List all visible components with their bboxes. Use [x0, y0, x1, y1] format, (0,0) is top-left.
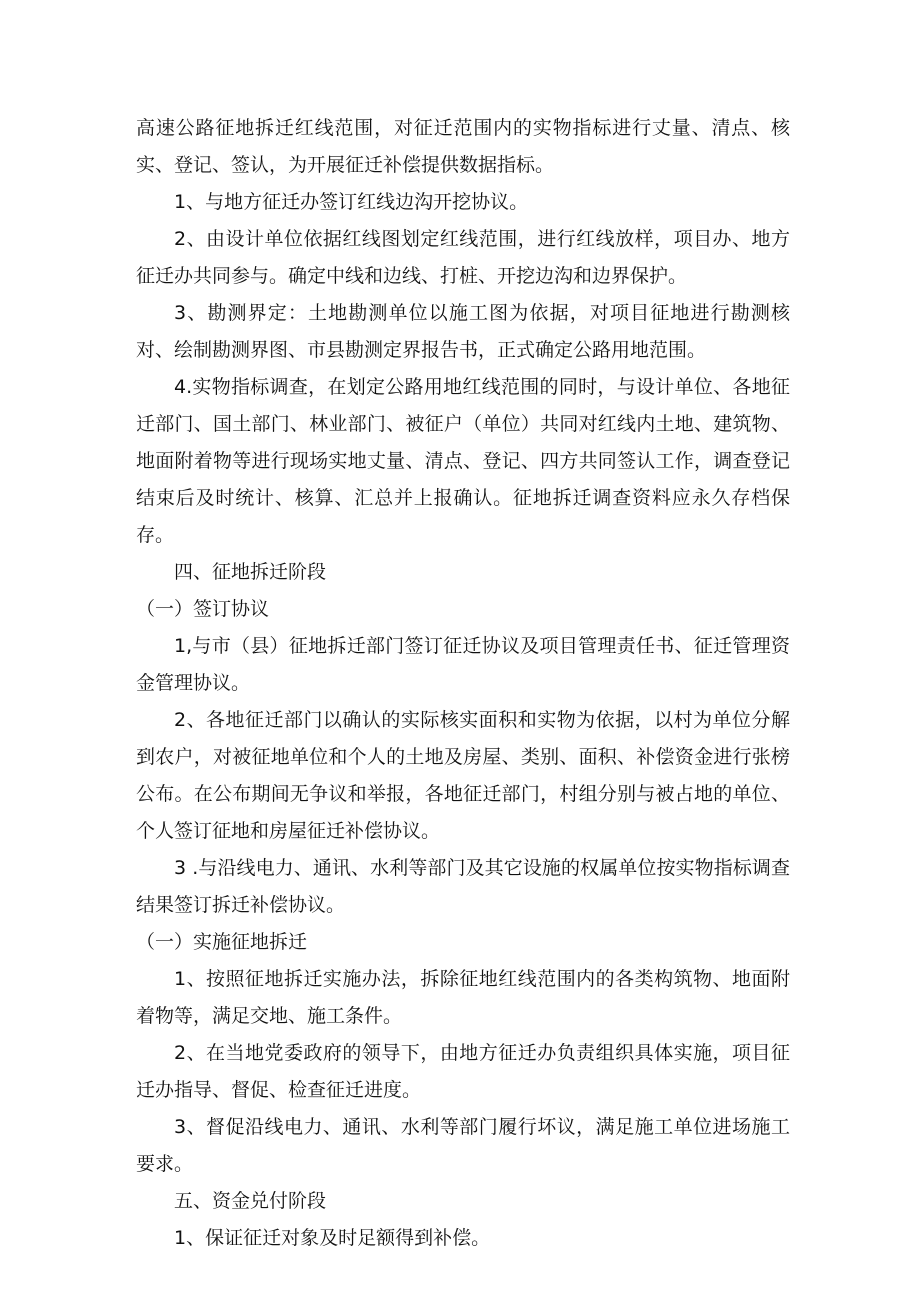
section-heading: 四、征地拆迁阶段	[174, 561, 327, 583]
subsection-heading: （一）签订协议	[136, 598, 270, 620]
paragraph-item: 3、勘测界定：土地勘测单位以施工图为依据，对项目征地进行勘测核对、绘制勘测界图、市县勘测定界报告书，正式确定公路用地范围。	[136, 302, 790, 361]
paragraph-item: 3 .与沿线电力、通讯、水利等部门及其它设施的权属单位按实物指标调查结果签订拆迁补偿协议。	[136, 857, 790, 916]
paragraph-item: 2、各地征迁部门以确认的实际核实面积和实物为依据，以村为单位分解到农户，对被征地单位和个人的土地及房屋、类别、面积、补偿资金进行张榜公布。在公布期间无争议和举报，各地征迁部门，村组分别与被占地的单位、个人签订征地和房屋征迁补偿协议。	[136, 709, 790, 842]
section-heading: 五、资金兑付阶段	[174, 1190, 327, 1212]
paragraph-item: 2、在当地党委政府的领导下，由地方征迁办负责组织具体实施，项目征迁办指导、督促、检查征迁进度。	[136, 1042, 790, 1101]
document-body	[136, 110, 790, 1257]
paragraph-item: 1、与地方征迁办签订红线边沟开挖协议。	[174, 191, 529, 213]
paragraph-item: 3、督促沿线电力、通讯、水利等部门履行坏议，满足施工单位进场施工要求。	[136, 1116, 790, 1175]
paragraph-item: 2、由设计单位依据红线图划定红线范围，进行红线放样，项目办、地方征迁办共同参与。确定中线和边线、打桩、开挖边沟和边界保护。	[136, 228, 790, 287]
paragraph-item: 4.实物指标调查，在划定公路用地红线范围的同时，与设计单位、各地征迁部门、国土部门、林业部门、被征户（单位）共同对红线内土地、建筑物、地面附着物等进行现场实地丈量、清点、登记、四方共同签认工作，调查登记结束后及时统计、核算、汇总并上报确认。征地拆迁调查资料应永久存档保存。	[136, 376, 790, 546]
paragraph-item: 1、按照征地拆迁实施办法，拆除征地红线范围内的各类构筑物、地面附着物等，满足交地、施工条件。	[136, 968, 790, 1027]
paragraph-item: 1、保证征迁对象及时足额得到补偿。	[174, 1227, 491, 1249]
paragraph-continuation: 高速公路征地拆迁红线范围，对征迁范围内的实物指标进行丈量、清点、核实、登记、签认，为开展征迁补偿提供数据指标。	[136, 117, 790, 176]
subsection-heading: （一）实施征地拆迁	[136, 931, 308, 953]
paragraph-item: 1,与市（县）征地拆迁部门签订征迁协议及项目管理责任书、征迁管理资金管理协议。	[136, 635, 790, 694]
